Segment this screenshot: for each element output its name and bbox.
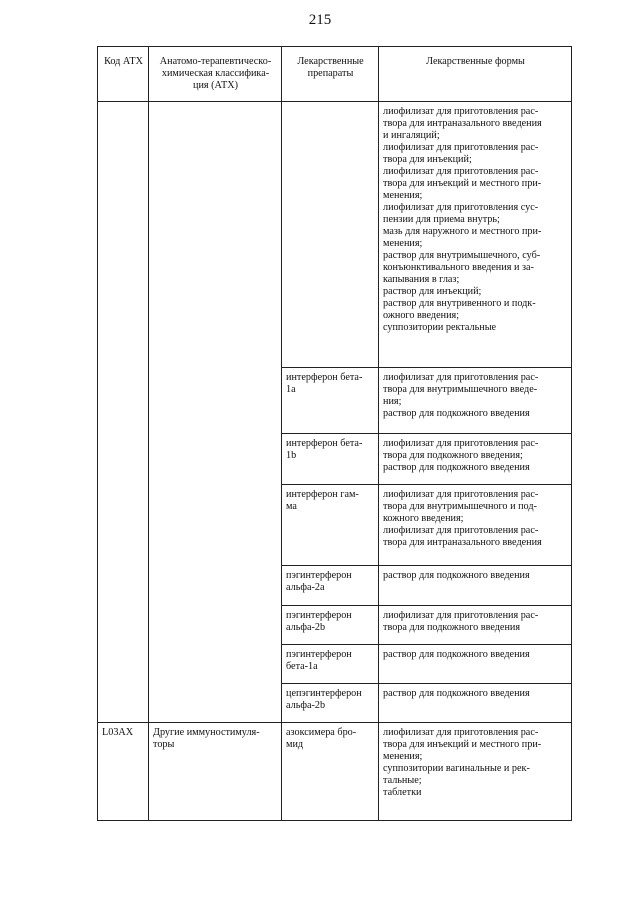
cell-forms: лиофилизат для приготовления рас- твора для внутримышечного введе- ния; раствор для подкожного введения (379, 368, 572, 434)
table-row (98, 102, 572, 368)
cell-forms: раствор для подкожного введения (379, 566, 572, 606)
cell-forms: лиофилизат для приготовления рас- твора для внутримышечного и под- кожного введения; лиофилизат для приготовления рас- твора для интраназального введения (379, 485, 572, 566)
header-drugs: Лекарственные препараты (282, 47, 379, 102)
cell-forms: лиофилизат для приготовления рас- твора для интраназального введения и ингаляций; лиофилизат для приготовления рас- твора для инъекций; лиофилизат для приготовления рас- твора для инъекций и местного при- менения; лиофилизат для приготовления сус- пензии для приема внутрь; мазь для наружного и местного при- менения; раствор для внутримышечного, суб- конъюнктивального введения и за- капывания в глаз; раствор для инъекций; раствор для внутривенного и подк- ожного введения; суппозитории ректальные (379, 102, 572, 368)
cell-drug: пэгинтерферон бета-1а (282, 645, 379, 684)
cell-drug (282, 102, 379, 368)
cell-code: L03AX (98, 723, 149, 821)
cell-forms: раствор для подкожного введения (379, 645, 572, 684)
cell-drug: интерферон бета- 1b (282, 434, 379, 485)
cell-drug: интерферон бета- 1a (282, 368, 379, 434)
cell-drug: цепэгинтерферон альфа-2b (282, 684, 379, 723)
cell-drug: пэгинтерферон альфа-2b (282, 606, 379, 645)
header-classification: Анатомо-терапевтическо- химическая классифика- ция (АТХ) (149, 47, 282, 102)
cell-code (98, 102, 149, 723)
header-forms: Лекарственные формы (379, 47, 572, 102)
cell-drug: пэгинтерферон альфа-2а (282, 566, 379, 606)
page-number: 215 (308, 12, 332, 28)
cell-drug: интерферон гам- ма (282, 485, 379, 566)
cell-classification: Другие иммуностимуля- торы (149, 723, 282, 821)
cell-forms: лиофилизат для приготовления рас- твора для подкожного введения (379, 606, 572, 645)
table-header-row (98, 47, 572, 102)
cell-classification (149, 102, 282, 723)
header-code: Код АТХ (98, 47, 149, 102)
table-row (98, 723, 572, 821)
cell-forms: лиофилизат для приготовления рас- твора для инъекций и местного при- менения; суппозитории вагинальные и рек- тальные; таблетки (379, 723, 572, 821)
atx-table (97, 46, 572, 821)
cell-forms: лиофилизат для приготовления рас- твора для подкожного введения; раствор для подкожного введения (379, 434, 572, 485)
cell-forms: раствор для подкожного введения (379, 684, 572, 723)
cell-drug: азоксимера бро- мид (282, 723, 379, 821)
